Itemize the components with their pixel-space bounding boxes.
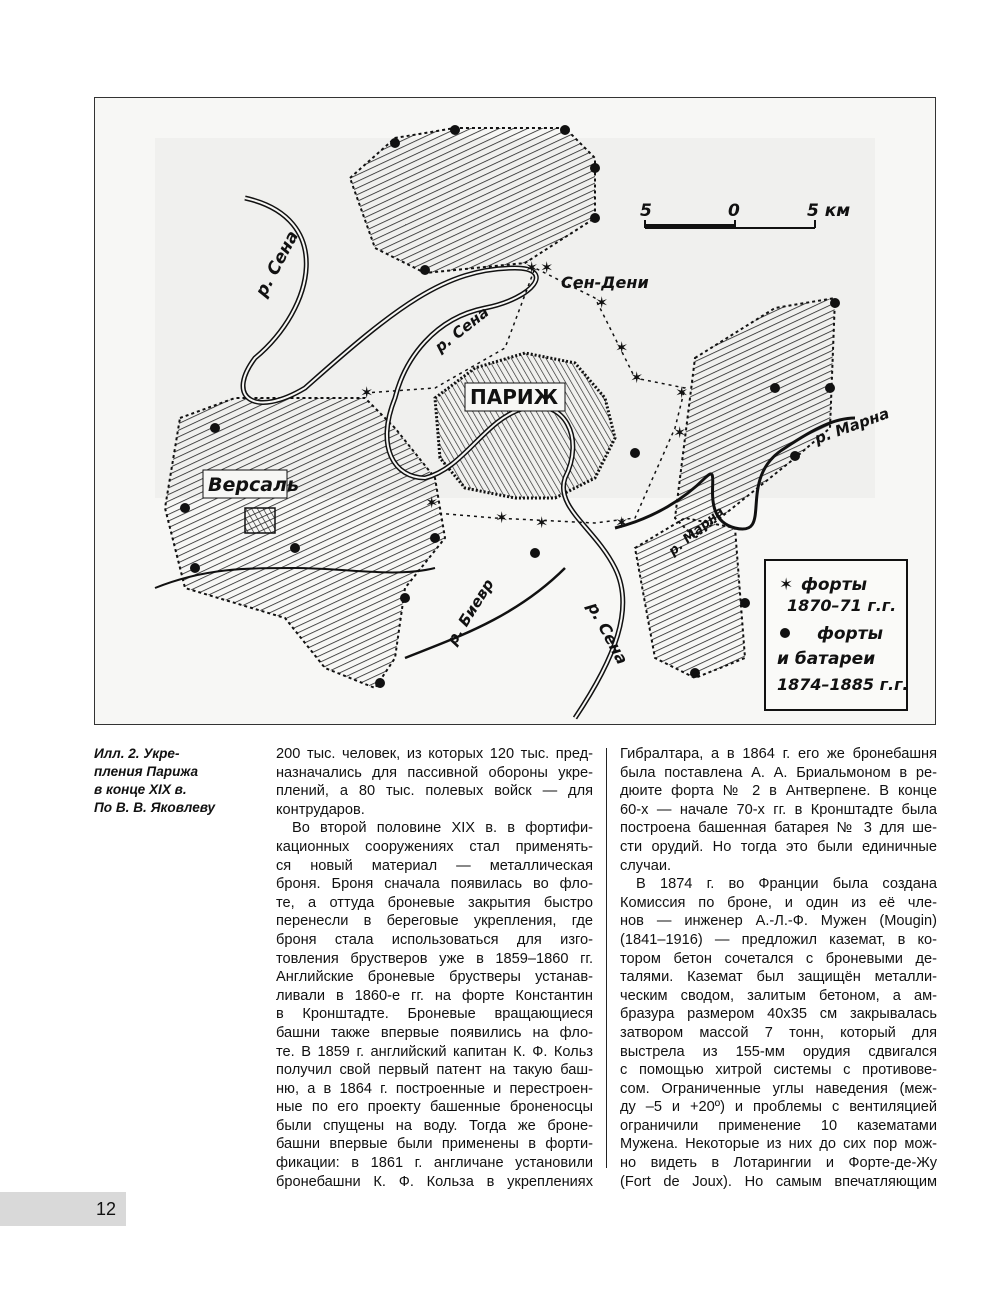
text-line: башни впервые были применены в форти-	[276, 1136, 593, 1153]
label-bievre: р. Биевр	[443, 575, 498, 649]
caption-line: По В. В. Яковлеву	[94, 800, 216, 815]
text-line: дюите форта № 2 в Антверпене. В конце	[620, 783, 937, 800]
svg-text:✶: ✶	[360, 383, 374, 402]
svg-text:✶: ✶	[425, 493, 439, 512]
text-line: Во второй половине XIX в. в фортифи-	[292, 820, 593, 837]
caption-line: в конце XIX в.	[94, 782, 187, 797]
caption-line: пления Парижа	[94, 764, 199, 779]
text-line: кационных сооружениях стал применять-	[276, 838, 593, 855]
text-line: 200 тыс. человек, из которых 120 тыс. пред-	[276, 746, 593, 762]
legend-forts-1874-line1: форты	[817, 624, 883, 644]
svg-text:✶: ✶	[675, 383, 689, 402]
text-line: Гибралтара, а в 1864 г. его же бронебашня	[620, 746, 937, 762]
svg-text:✶: ✶	[495, 508, 509, 527]
svg-text:✶: ✶	[535, 513, 549, 532]
page-number-tab	[0, 1192, 126, 1226]
text-column-right	[620, 745, 937, 1191]
text-line: случаи.	[620, 857, 672, 874]
text-line: получил свой первый патент на такую баш-	[276, 1062, 593, 1079]
text-line: бронебашни К. Ф. Кольза в укреплениях	[276, 1173, 593, 1190]
text-line: выстрела из 155-мм орудия сдвигался	[620, 1043, 937, 1060]
scale-mid: 0	[728, 201, 740, 221]
text-line: ограничили применение 10 казематами	[620, 1117, 937, 1134]
text-line: нов — инженер А.-Л.-Ф. Мужен (Mougin)	[620, 913, 937, 930]
page-number: 12	[95, 1198, 116, 1219]
text-line: фикации: в 1861 г. англичане установили	[276, 1155, 593, 1172]
label-marne-south: р. Марна	[665, 504, 728, 560]
text-line: ся новый материал — металлическая	[276, 857, 593, 874]
scale-right: 5 км	[807, 201, 851, 221]
map-legend	[765, 560, 909, 710]
text-line: назначались для пассивной обороны укре-	[276, 764, 593, 781]
svg-text:✶: ✶	[615, 338, 629, 357]
paris-fortifications-map	[95, 98, 935, 724]
scale-left: 5	[640, 201, 652, 221]
text-column-middle	[276, 745, 593, 1191]
text-line: ню, а в 1864 г. построенные и перестроен-	[276, 1080, 593, 1097]
label-seine-south: р. Сена	[583, 598, 632, 668]
label-paris: ПАРИЖ	[470, 385, 559, 409]
legend-forts-1870-line2: 1870–71 г.г.	[787, 596, 897, 615]
text-line: башни также впервые появились на фло-	[276, 1024, 593, 1041]
text-line: с помощью хитрой системы с противове-	[620, 1062, 937, 1079]
text-line: плений, а 80 тыс. полевых войск — для	[276, 783, 593, 800]
text-line: контрударов.	[276, 801, 365, 818]
figure-caption	[94, 745, 244, 817]
text-line: Мужена. Некоторые из них до сих пор мож-	[620, 1136, 937, 1153]
text-line: была поставлена А. А. Бриальмоном в ре-	[620, 764, 937, 781]
svg-text:✶: ✶	[540, 258, 554, 277]
caption-line: Илл. 2. Укре-	[94, 746, 180, 761]
legend-dot-icon	[780, 628, 790, 638]
text-line: броня. Броня сначала появилась во фло-	[276, 876, 593, 893]
text-line: 60-х — начале 70-х гг. в Кронштадте была	[620, 801, 937, 818]
label-marne-east: р. Марна	[812, 404, 892, 448]
text-line: броня стала использоваться для изго-	[276, 931, 593, 948]
svg-text:✶: ✶	[615, 513, 629, 532]
map-illustration	[94, 97, 936, 725]
label-seine-mid: р. Сена	[431, 302, 493, 357]
west-fortified-zone	[165, 398, 445, 688]
svg-text:✶: ✶	[595, 293, 609, 312]
text-line: сом. Ограниченные углы наведения (меж-	[620, 1080, 937, 1097]
text-line: талями. Каземат был защищён металли-	[620, 969, 937, 986]
text-line: бразура размером 40х35 см закрывалась	[620, 1006, 937, 1023]
svg-text:✶: ✶	[673, 423, 687, 442]
text-line: перенесли в береговые укрепления, где	[276, 913, 593, 930]
svg-text:✶: ✶	[630, 368, 644, 387]
text-line: затвором массой 7 тонн, который для	[620, 1024, 937, 1041]
text-line: те, а оттуда броневые закрытия быстро	[276, 894, 593, 911]
text-line: Английские броневые брустверы устанав-	[276, 969, 593, 986]
text-line: товления брустверов уже в 1859–1860 гг.	[276, 950, 593, 967]
text-line: (1841–1916) — предложил каземат, в ко-	[620, 931, 937, 948]
versailles-town	[245, 508, 275, 533]
legend-forts-1874-line3: 1874–1885 г.г.	[777, 675, 909, 694]
label-versailles: Версаль	[208, 474, 299, 496]
text-line: те. В 1859 г. английский капитан К. Ф. Кольз	[276, 1043, 593, 1060]
label-saint-denis: Сен-Дени	[561, 273, 649, 292]
text-line: ливали в 1860-е гг. на форте Константин	[276, 987, 593, 1004]
text-line: Комиссия по броне, и один из её чле-	[620, 894, 937, 911]
legend-star-icon: ✶	[779, 575, 794, 594]
text-line: сти орудий. Но тогда это были единичные	[620, 838, 937, 855]
text-line: В 1874 г. во Франции была создана	[636, 876, 937, 893]
text-line: ные по его проекту башенные броненосцы	[276, 1099, 593, 1116]
text-line: (Fort de Joux). Но самым впечатляющим	[620, 1173, 937, 1190]
text-line: тором бетон сочетался с броневыми де-	[620, 950, 937, 967]
text-line: в Кронштадте. Броневые вращающиеся	[276, 1006, 593, 1023]
text-line: ду –5 и +20º) и проблемы с вентиляцией	[620, 1099, 937, 1116]
text-line: ческим сводом, залитым бетоном, а ам-	[620, 987, 937, 1004]
legend-forts-1874-line2: и батареи	[777, 649, 876, 669]
legend-forts-1870-line1: форты	[801, 575, 867, 595]
text-line: были спущены на воду. Тогда же броне-	[276, 1117, 593, 1134]
text-line: построена башенная батарея № 3 для ше-	[620, 820, 937, 837]
column-divider	[606, 748, 607, 1168]
text-line: но видеть в Лотарингии и Форте-де-Жу	[620, 1155, 937, 1172]
label-seine-top: р. Сена	[251, 227, 304, 301]
svg-text:✶: ✶	[525, 258, 539, 277]
